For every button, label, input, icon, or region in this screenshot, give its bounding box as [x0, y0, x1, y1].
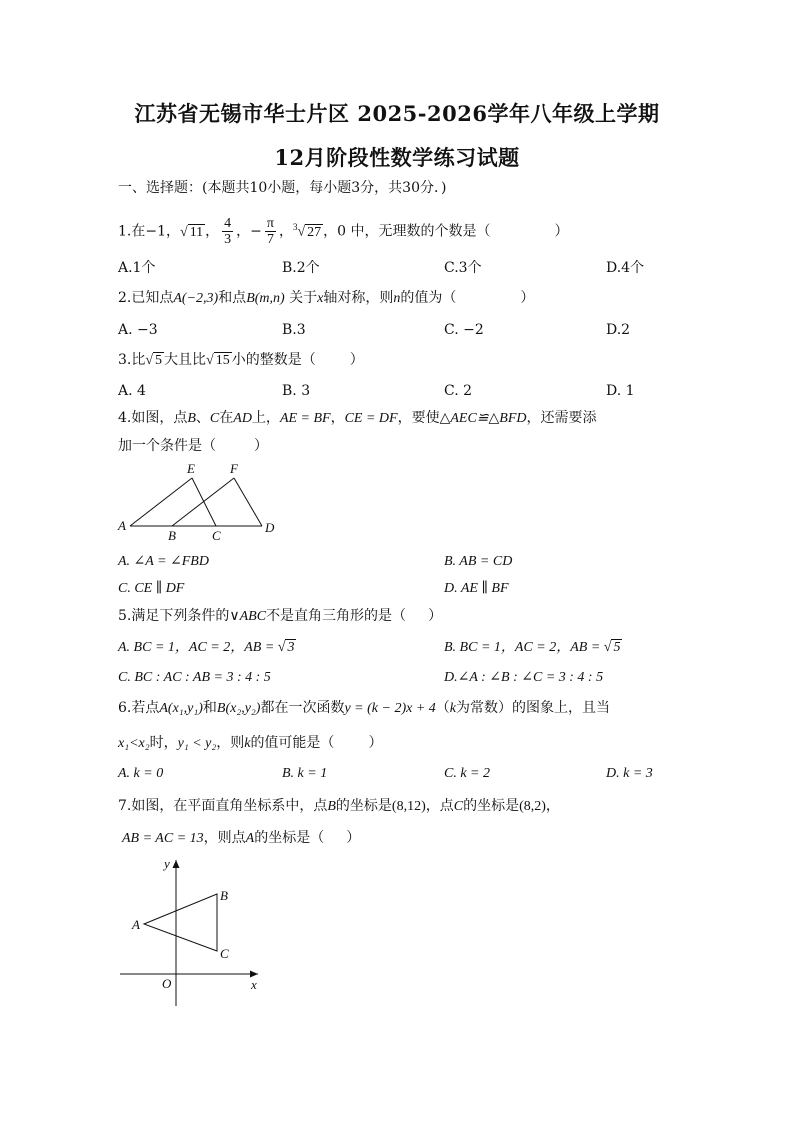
exam-title-line1: 江苏省无锡市华士片区 2025-2026学年八年级上学期	[134, 101, 660, 126]
q2-option-d[interactable]: D.2	[606, 322, 631, 338]
q4-option-c[interactable]: C. CE ∥ DF	[118, 581, 185, 596]
fig7-label-y: y	[164, 856, 170, 871]
q2-option-b[interactable]: B.3	[282, 322, 306, 338]
q4-triangle-figure	[112, 458, 292, 544]
q2-point-a: A(−2,3)	[173, 291, 219, 306]
section-heading: 一、选择题：(本题共10小题，每小题3分，共30分．)	[118, 180, 447, 196]
question-7-line1: 7.如图，在平面直角坐标系中，点B的坐标是(8,12)，点C的坐标是(8,2)，	[118, 798, 560, 814]
q4-option-b[interactable]: B. AB = CD	[444, 554, 513, 569]
q6-option-c[interactable]: C. k = 2	[444, 766, 490, 781]
q3-option-a[interactable]: A. 4	[118, 383, 146, 399]
fig7-label-b: B	[220, 888, 228, 903]
exam-title-line2: 12月阶段性数学练习试题	[274, 145, 520, 170]
fig4-label-c: C	[212, 528, 221, 543]
question-5: 5.满足下列条件的∨ABC不是直角三角形的是（ ）	[118, 608, 443, 624]
question-4-line2: 加一个条件是（ ）	[118, 438, 268, 454]
q6-function: y = (k − 2)x + 4	[344, 701, 436, 716]
q1-prefix: 在−1，	[131, 223, 180, 240]
q1-cuberoot27: $^3$√ 27	[292, 222, 322, 240]
q1-number: 1.	[118, 223, 132, 240]
q4-option-a[interactable]: A. ∠A = ∠FBD	[118, 554, 209, 569]
q1-option-b[interactable]: B.2个	[282, 260, 320, 276]
fig7-label-x: x	[251, 977, 257, 992]
q3-option-b[interactable]: B. 3	[282, 383, 311, 399]
fig7-label-c: C	[220, 946, 229, 961]
q5-option-d[interactable]: D.∠A : ∠B : ∠C = 3 : 4 : 5	[444, 670, 604, 685]
question-6-line1: 6.若点A(x₁,y₁)和B(x₂,y₂)都在一次函数y = (k − 2)x + 4（k为常数）的图象上，且当	[118, 700, 610, 716]
q1-fraction-4-3: $\frac{4}{3}$	[224, 216, 232, 248]
q1-option-d[interactable]: D.4个	[606, 260, 645, 276]
q4-option-d[interactable]: D. AE ∥ BF	[444, 581, 509, 596]
q2-option-c[interactable]: C. −2	[444, 322, 484, 338]
question-3: 3.比√ 5 大且比√ 15 小的整数是（ ）	[118, 350, 364, 371]
q5-option-a[interactable]: A. BC = 1，AC = 2，AB = √ 3	[118, 640, 295, 655]
fig4-label-e: E	[187, 461, 195, 476]
q1-option-c[interactable]: C.3个	[444, 260, 482, 276]
q6-option-d[interactable]: D. k = 3	[606, 766, 653, 781]
question-2: 2.已知点A(−2,3)和点B(m,n) 关于x轴对称，则n的值为（ ）	[118, 290, 535, 306]
q3-sqrt5: √ 5	[145, 353, 163, 368]
question-4-line1: 4.如图，点B、C在AD上，AE = BF，CE = DF，要使△AEC≌△BFD，还需要添	[118, 410, 597, 426]
q3-option-d[interactable]: D. 1	[606, 383, 635, 399]
q5-option-b[interactable]: B. BC = 1，AC = 2，AB = √ 5	[444, 640, 621, 655]
q1-suffix: ，0 中，无理数的个数是（	[323, 223, 491, 240]
question-1: 1.在−1，√ 11 ， $\frac{4}{3}$ ，− $\frac{\pi}{7}$ ，$^3$√ 27 ，0 中，无理数的个数是（ ）	[118, 216, 569, 248]
q5-option-c[interactable]: C. BC : AC : AB = 3 : 4 : 5	[118, 670, 271, 685]
q2-point-b: B(m,n)	[246, 291, 285, 306]
question-6-line2: x₁<x₂时，y₁ < y₂，则k的值可能是（ ）	[118, 735, 383, 751]
q3-sqrt15: √ 15	[206, 353, 230, 368]
fig7-label-a: A	[132, 917, 140, 932]
q1-fraction-pi-7: $\frac{\pi}{7}$	[266, 216, 274, 248]
fig4-label-a: A	[118, 518, 126, 533]
q1-sqrt11: √ 11	[180, 224, 204, 240]
fig4-label-f: F	[230, 461, 238, 476]
q6-option-b[interactable]: B. k = 1	[282, 766, 328, 781]
fig4-label-d: D	[265, 520, 275, 535]
q4-congruence: △AEC≌△BFD	[439, 411, 527, 426]
q7-coordinate-figure	[112, 850, 272, 1010]
q2-option-a[interactable]: A. −3	[118, 322, 158, 338]
q1-option-a[interactable]: A.1个	[118, 260, 156, 276]
fig7-label-o: O	[162, 976, 172, 991]
question-7-line2: AB = AC = 13，则点A的坐标是（ ）	[122, 830, 361, 846]
q3-option-c[interactable]: C. 2	[444, 383, 473, 399]
fig4-label-b: B	[168, 528, 176, 543]
q6-option-a[interactable]: A. k = 0	[118, 766, 164, 781]
